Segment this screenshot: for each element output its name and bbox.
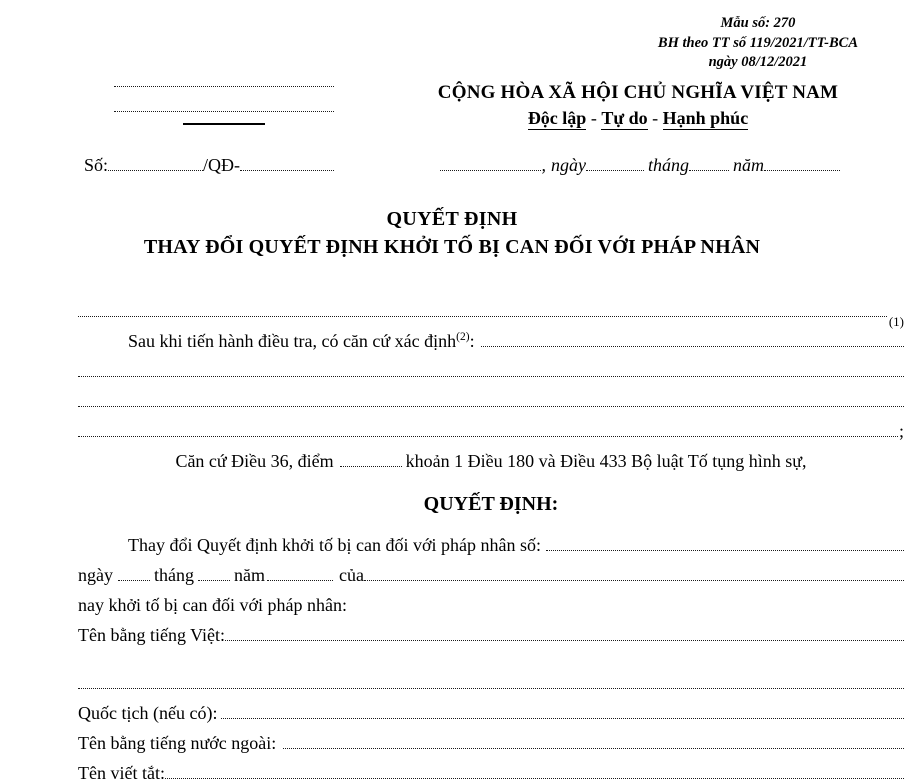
issuing-organization-block <box>114 86 334 125</box>
form-issued-under: BH theo TT số 119/2021/TT-BCA <box>657 34 858 51</box>
investigation-continuation-row-3 <box>78 412 904 442</box>
change-decision-number-input[interactable] <box>546 550 904 551</box>
document-title: QUYẾT ĐỊNH <box>386 208 518 230</box>
form-issued-date: ngày 08/12/2021 <box>708 54 808 70</box>
document-number-input[interactable] <box>108 170 203 171</box>
form-number: Mẫu số: 270 <box>720 15 796 31</box>
vietnamese-name-continuation-row <box>78 664 904 694</box>
vietnamese-name-input[interactable] <box>225 640 904 641</box>
vietnamese-name-continuation-input[interactable] <box>78 688 904 689</box>
investigation-continuation-input-3[interactable] <box>78 436 898 437</box>
investigation-basis-input[interactable] <box>481 346 904 347</box>
spacer-before-decide <box>78 472 904 482</box>
document-body <box>78 292 904 784</box>
investigation-basis-text: Sau khi tiến hành điều tra, có căn cứ xác định <box>128 331 457 351</box>
motto-happiness: Hạnh phúc <box>662 108 749 128</box>
motto-independence: Độc lập <box>527 108 587 128</box>
organization-blank-line-1[interactable] <box>114 86 334 87</box>
nationality-row <box>78 694 904 724</box>
day-input[interactable] <box>586 170 644 171</box>
foreign-name-label: Tên bằng tiếng nước ngoài: <box>78 733 277 753</box>
legal-basis-point-input[interactable] <box>340 466 402 467</box>
organization-blank-line-2[interactable] <box>114 111 334 112</box>
investigation-end-semicolon: ; <box>898 421 904 441</box>
issuing-authority-input[interactable] <box>364 580 904 581</box>
original-year-label: năm <box>234 565 265 585</box>
now-prosecute-label: nay khởi tố bị can đối với pháp nhân: <box>78 595 347 615</box>
place-input[interactable] <box>440 170 541 171</box>
motto-dash-2: - <box>647 108 663 128</box>
vietnamese-name-label: Tên bằng tiếng Việt: <box>78 625 226 645</box>
motto-freedom: Tự do <box>601 108 648 128</box>
month-input[interactable] <box>689 170 729 171</box>
document-number-label: Số: <box>84 155 109 175</box>
nationality-label: Quốc tịch (nếu có): <box>78 703 218 723</box>
original-decision-date-row <box>78 556 904 586</box>
investigation-basis-colon: : <box>469 331 475 351</box>
document-number-row <box>84 155 334 176</box>
legal-basis-text-2: khoản 1 Điều 180 và Điều 433 Bộ luật Tố tụng hình sự, <box>405 451 807 471</box>
national-heading <box>404 82 872 129</box>
day-label: ngày <box>550 155 586 175</box>
decide-heading: QUYẾT ĐỊNH: <box>423 493 559 515</box>
abbreviation-input[interactable] <box>165 778 904 779</box>
year-input[interactable] <box>764 170 840 171</box>
form-masthead <box>658 14 858 73</box>
spacer-after-decide <box>78 516 904 526</box>
document-number-separator: /QĐ- <box>203 155 241 175</box>
document-number-suffix-input[interactable] <box>240 170 334 171</box>
abbreviation-label: Tên viết tắt: <box>78 763 165 783</box>
original-month-input[interactable] <box>198 580 230 581</box>
year-label: năm <box>733 155 764 175</box>
original-day-label: ngày <box>78 565 113 585</box>
investigation-continuation-input-1[interactable] <box>78 376 904 377</box>
investigation-continuation-input-2[interactable] <box>78 406 904 407</box>
national-motto <box>404 108 872 129</box>
date-comma: , <box>541 155 546 175</box>
footnote-ref-2: (2) <box>456 331 470 343</box>
document-subtitle: THAY ĐỔI QUYẾT ĐỊNH KHỞI TỐ BỊ CAN ĐỐI VỚI PHÁP NHÂN <box>143 236 761 258</box>
investigation-basis-label <box>78 331 475 352</box>
change-decision-label: Thay đổi Quyết định khởi tố bị can đối với pháp nhân số: <box>128 535 541 555</box>
abbreviation-row <box>78 754 904 784</box>
original-month-label: tháng <box>154 565 194 585</box>
month-label: tháng <box>647 155 689 175</box>
foreign-name-input[interactable] <box>283 748 904 749</box>
change-decision-row <box>78 526 904 556</box>
country-name: CỘNG HÒA XÃ HỘI CHỦ NGHĨA VIỆT NAM <box>437 82 839 103</box>
legal-basis-text-1: Căn cứ Điều 36, điểm <box>175 451 334 471</box>
foreign-name-row <box>78 724 904 754</box>
investigation-continuation-row-1 <box>78 352 904 382</box>
subject-input[interactable] <box>78 316 887 317</box>
legal-basis-row <box>78 442 904 472</box>
spacer-name-continuation <box>78 646 904 664</box>
original-day-input[interactable] <box>118 580 150 581</box>
subject-line-row: (1) <box>78 292 904 322</box>
now-prosecute-row <box>78 586 904 616</box>
investigation-continuation-row-2 <box>78 382 904 412</box>
place-date-row <box>440 155 840 176</box>
motto-dash-1: - <box>586 108 602 128</box>
vietnamese-name-row <box>78 616 904 646</box>
original-year-input[interactable] <box>267 580 333 581</box>
investigation-basis-row <box>78 322 904 352</box>
nationality-input[interactable] <box>221 718 904 719</box>
issuing-authority-label: của <box>339 565 364 585</box>
organization-divider-rule <box>183 123 265 125</box>
